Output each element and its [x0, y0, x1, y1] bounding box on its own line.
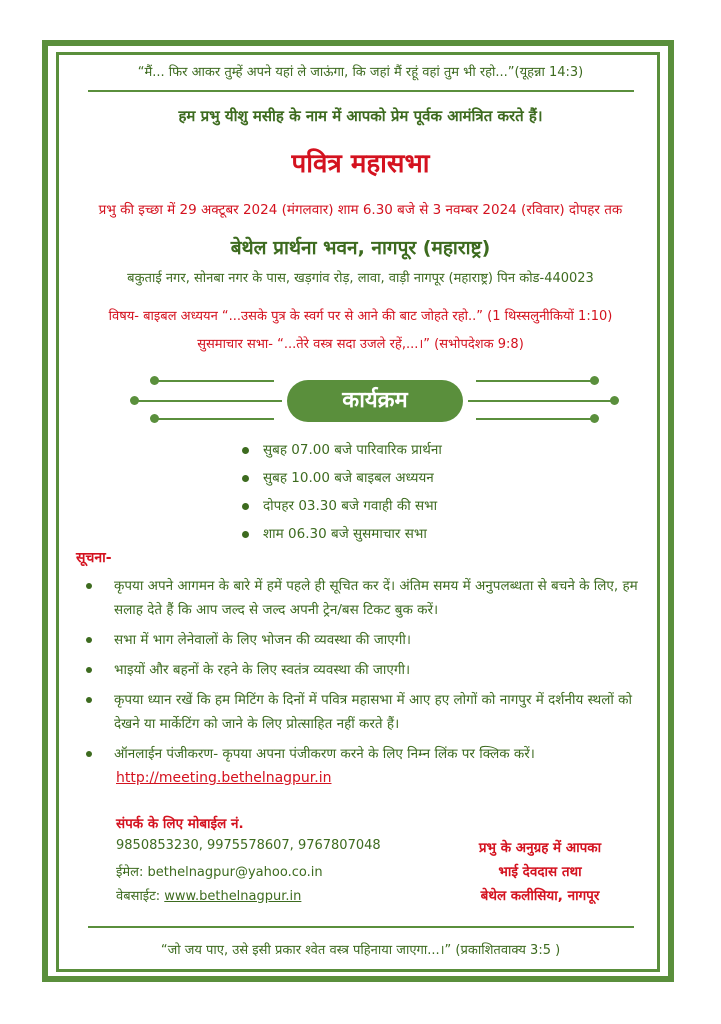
bottom-scripture-quote: “जो जय पाए, उसे इसी प्रकार श्वेत वस्त्र पहिनाया जाएगा...।” (प्रकाशितवाक्य 3:5 )	[160, 943, 561, 958]
top-divider	[88, 90, 634, 92]
bullet-icon	[86, 583, 92, 589]
contact-phones: 9850853230, 9975578607, 9767807048	[116, 838, 381, 853]
schedule-item: सुबह 07.00 बजे पारिवारिक प्रार्थना	[242, 440, 442, 458]
signature-line: भाई देवदास तथा	[498, 864, 582, 880]
bullet-icon	[242, 503, 249, 510]
gospel-meeting-theme: सुसमाचार सभा- “...तेरे वस्त्र सदा उजले रहें,...।” (सभोपदेशक 9:8)	[197, 337, 524, 352]
ornament-line	[156, 380, 274, 382]
bullet-icon	[86, 751, 92, 757]
study-subject: विषय- बाइबल अध्ययन “...उसके पुत्र के स्वर्ग पर से आने की बाट जोहते रहो..” (1 थिस्सलुनीकियों 1:10)	[108, 309, 613, 324]
contact-email-row	[116, 862, 323, 880]
ornament-line	[156, 418, 274, 420]
website-label: वेबसाईट:	[116, 889, 161, 904]
email-label: ईमेल:	[116, 865, 144, 880]
bullet-icon	[86, 697, 92, 703]
schedule-item: सुबह 10.00 बजे बाइबल अध्ययन	[242, 468, 434, 486]
ornament-dot	[610, 396, 619, 405]
bullet-icon	[86, 637, 92, 643]
bullet-icon	[242, 475, 249, 482]
bullet-icon	[242, 447, 249, 454]
bottom-divider	[88, 926, 634, 928]
notice-item: ऑनलाईन पंजीकरण- कृपया अपना पंजीकरण करने के लिए निम्न लिंक पर क्लिक करें।	[86, 742, 656, 766]
ornament-dot	[590, 376, 599, 385]
website-link[interactable]: www.bethelnagpur.in	[164, 889, 302, 904]
ornament-line	[476, 380, 594, 382]
ornament-line	[136, 400, 282, 402]
top-scripture-quote: “मैं... फिर आकर तुम्हें अपने यहां ले जाऊंगा, कि जहां मैं रहूं वहां तुम भी रहो...”(यूहन्ना 14:3)	[137, 65, 584, 80]
notice-heading: सूचना-	[76, 550, 112, 566]
registration-link[interactable]: http://meeting.bethelnagpur.in	[116, 770, 332, 786]
contact-heading: संपर्क के लिए मोबाईल नं.	[116, 816, 244, 832]
notice-item: कृपया अपने आगमन के बारे में हमें पहले ही सूचित कर दें। अंतिम समय में अनुपलब्धता से बचने के लिए, हम सलाह देते हैं कि आप जल्द से जल्द अपनी ट्रेन/बस टिकट बुक करें।	[86, 574, 656, 622]
ornament-dot	[590, 414, 599, 423]
notice-item: कृपया ध्यान रखें कि हम मिटिंग के दिनों में पवित्र महासभा में आए हए लोगों को नागपुर में दर्शनीय स्थलों को देखने या मार्केटिंग को जाने के लिए प्रोत्साहित नहीं करते हैं।	[86, 688, 656, 736]
event-dates: प्रभु की इच्छा में 29 अक्टूबर 2024 (मंगलवार) शाम 6.30 बजे से 3 नवम्बर 2024 (रविवार) दोपहर तक	[98, 202, 623, 218]
bullet-icon	[86, 667, 92, 673]
notice-item: भाइयों और बहनों के रहने के लिए स्वतंत्र व्यवस्था की जाएगी।	[86, 658, 656, 682]
email-address[interactable]: bethelnagpur@yahoo.co.in	[147, 865, 323, 880]
notice-item: सभा में भाग लेनेवालों के लिए भोजन की व्यवस्था की जाएगी।	[86, 628, 656, 652]
invitation-text: हम प्रभु यीशु मसीह के नाम में आपको प्रेम पूर्वक आमंत्रित करते हैं।	[178, 107, 543, 125]
ornament-line	[476, 418, 594, 420]
schedule-item: दोपहर 03.30 बजे गवाही की सभा	[242, 496, 437, 514]
schedule-item: शाम 06.30 बजे सुसमाचार सभा	[242, 524, 427, 542]
signature-line: बेथेल कलीसिया, नागपूर	[480, 888, 600, 904]
program-heading: कार्यक्रम	[287, 380, 463, 422]
event-venue: बेथेल प्रार्थना भवन, नागपूर (महाराष्ट्र)	[230, 237, 491, 259]
venue-address: बकुताई नगर, सोनबा नगर के पास, खड़गांव रोड़, लावा, वाड़ी नागपूर (महाराष्ट्र) पिन कोड-440023	[127, 271, 594, 286]
event-title: पवित्र महासभा	[291, 149, 430, 179]
ornament-line	[468, 400, 614, 402]
bullet-icon	[242, 531, 249, 538]
signature-line: प्रभु के अनुग्रह में आपका	[478, 840, 602, 856]
contact-website-row	[116, 886, 301, 904]
